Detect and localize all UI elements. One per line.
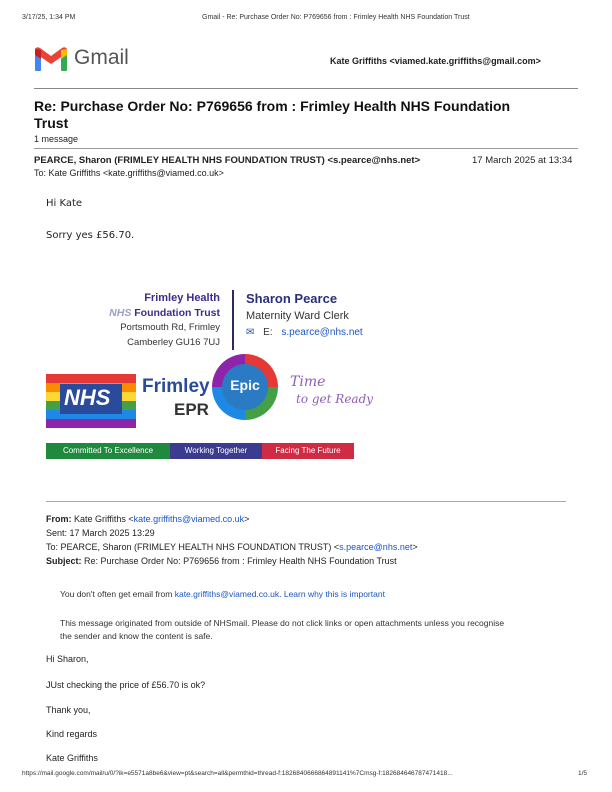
subject-divider [34, 148, 578, 149]
org-trust [92, 307, 220, 319]
sig-name: Sharon Pearce [246, 291, 338, 306]
quoted-from-email[interactable]: kate.griffiths@viamed.co.uk [133, 514, 245, 524]
epic-text: Epic [230, 377, 260, 393]
page-number: 1/5 [578, 770, 588, 777]
sig-email-row[interactable] [246, 327, 363, 338]
quoted-subject: Subject: Re: Purchase Order No: P769656 from : Frimley Health NHS Foundation Trust [46, 556, 397, 566]
org-nhs: NHS [109, 307, 132, 319]
notice-email[interactable]: kate.griffiths@viamed.co.uk [174, 589, 280, 599]
band-together: Working Together [170, 443, 262, 459]
time-line1: Time [290, 374, 326, 390]
quoted-question: JUst checking the price of £56.70 is ok? [46, 680, 206, 690]
print-url: https://mail.google.com/mail/u/0/?ik=e5571a8be6&view=pt&search=all&permthid=thread-f:1826840666864891141%7Cmsg-f:182684646787471418... [22, 770, 453, 777]
message-date: 17 March 2025 at 13:34 [472, 155, 573, 166]
header-divider [34, 88, 578, 89]
nhs-logo-text: NHS [64, 385, 111, 410]
org-trust-text: Foundation Trust [134, 307, 220, 319]
signature-divider [232, 290, 234, 350]
gmail-logo[interactable] [34, 46, 68, 77]
quoted-thanks: Thank you, [46, 705, 91, 715]
message-count: 1 message [34, 134, 79, 144]
quoted-to: To: PEARCE, Sharon (FRIMLEY HEALTH NHS FOUNDATION TRUST) <s.pearce@nhs.net> [46, 542, 418, 552]
gmail-brand: Gmail [74, 46, 129, 69]
thread-subject: Re: Purchase Order No: P769656 from : Frimley Health NHS Foundation [34, 98, 511, 114]
sender-notice: You don't often get email from kate.griffiths@viamed.co.uk. Learn why this is important [60, 589, 385, 599]
epic-ring [212, 354, 278, 420]
envelope-icon: ✉ [246, 327, 255, 338]
address-line2: Camberley GU16 7UJ [127, 337, 220, 348]
epr-text: EPR [174, 400, 209, 419]
frimley-text: Frimley [142, 376, 210, 397]
account-label: Kate Griffiths <viamed.kate.griffiths@gmail.com> [330, 56, 541, 66]
time-line2: to get Ready [296, 392, 374, 406]
sig-email: s.pearce@nhs.net [281, 327, 363, 338]
address-line1: Portsmouth Rd, Frimley [120, 322, 220, 333]
print-datetime: 3/17/25, 1:34 PM [22, 14, 76, 21]
gmail-m-icon [34, 46, 68, 72]
quote-divider [46, 501, 566, 502]
org-name: Frimley Health [144, 292, 220, 304]
learn-why-link[interactable]: Learn why this is important [283, 589, 385, 599]
quoted-sent: Sent: 17 March 2025 13:29 [46, 528, 155, 538]
quoted-to-email[interactable]: s.pearce@nhs.net [339, 542, 413, 552]
message-from[interactable] [34, 155, 420, 166]
quoted-regards: Kind regards [46, 729, 98, 739]
sender: PEARCE, Sharon (FRIMLEY HEALTH NHS FOUNDATION TRUST) <s.pearce@nhs.net> [34, 155, 421, 166]
sig-email-label: E: [263, 327, 273, 338]
sig-role: Maternity Ward Clerk [246, 310, 349, 322]
message-to: To: Kate Griffiths <kate.griffiths@viamed.co.uk> [34, 168, 224, 178]
quoted-greeting: Hi Sharon, [46, 654, 89, 664]
band-excellence: Committed To Excellence [46, 443, 170, 459]
quoted-from: From: Kate Griffiths <kate.griffiths@viamed.co.uk> [46, 514, 250, 524]
rainbow-nhs-logo [46, 366, 136, 434]
external-warning-1: This message originated from outside of NHSmail. Please do not click links or open attachments unless you recognise [60, 618, 505, 628]
message-body: Sorry yes £56.70. [46, 230, 135, 241]
greeting: Hi Kate [46, 198, 83, 209]
thread-subject-cont: Trust [34, 115, 69, 131]
external-warning-2: the sender and know the content is safe. [60, 631, 213, 641]
print-title: Gmail - Re: Purchase Order No: P769656 from : Frimley Health NHS Foundation Trust [202, 14, 470, 21]
band-future: Facing The Future [262, 443, 354, 459]
quoted-signature: Kate Griffiths [46, 753, 98, 763]
